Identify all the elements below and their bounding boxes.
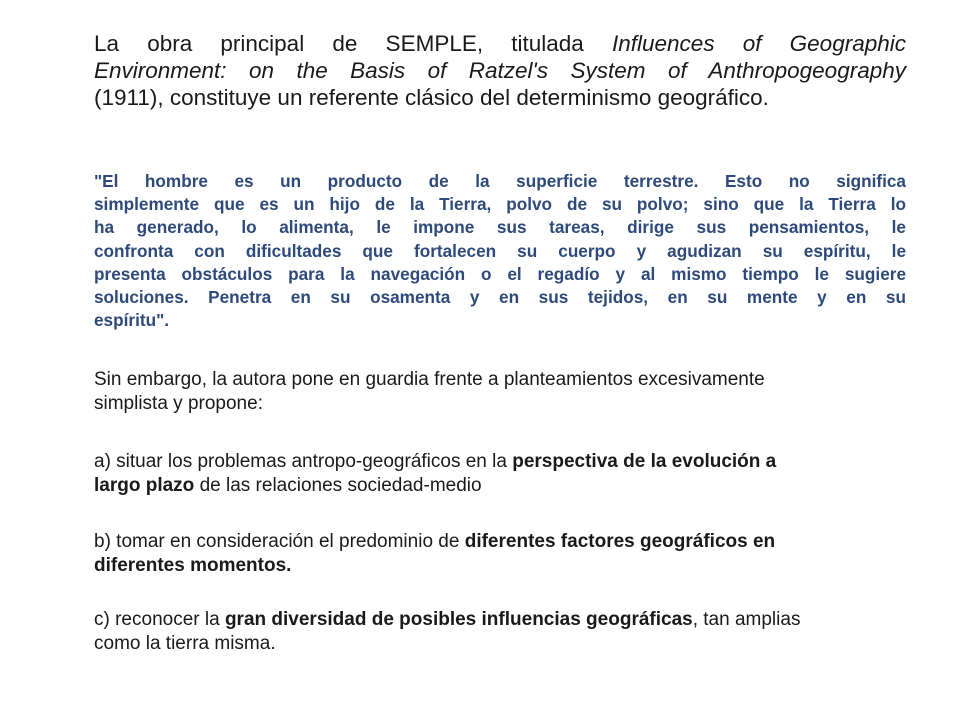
point-a-line-2 <box>94 474 906 498</box>
point-c-text: c) reconocer la <box>94 609 225 630</box>
quote-line: presenta obstáculos para la navegación o el regadío y al mismo tiempo le sugiere <box>94 263 906 284</box>
point-b-line-2 <box>94 554 906 578</box>
point-a-emphasis-2: largo plazo <box>94 474 195 496</box>
however-paragraph <box>94 368 906 415</box>
intro-line-3: (1911), constituye un referente clásico del determinismo geográfico. <box>94 85 769 110</box>
point-a-line-1 <box>94 450 906 474</box>
point-b-emphasis-1: diferentes factores geográficos en <box>464 531 776 552</box>
point-b-line-1 <box>94 530 906 554</box>
point-b <box>94 530 906 577</box>
point-a-text-end: de las relaciones sociedad-medio <box>194 474 482 496</box>
quote-line: soluciones. Penetra en su osamenta y en sus tejidos, en su mente y en su <box>94 287 906 308</box>
point-b-emphasis-2: diferentes momentos. <box>94 554 292 576</box>
semple-quote <box>94 170 906 332</box>
point-c-line-2: como la tierra misma. <box>94 632 276 654</box>
point-b-text: b) tomar en consideración el predominio de <box>94 531 465 552</box>
point-a-text: a) situar los problemas antropo-geográficos en la <box>94 451 513 472</box>
however-line-1: Sin embargo, la autora pone en guardia frente a planteamientos excesivamente <box>94 369 765 390</box>
point-c-emphasis: gran diversidad de posibles influencias geográficas <box>224 609 693 630</box>
intro-line-1 <box>94 30 906 57</box>
quote-line: confronta con dificultades que fortalecen su cuerpo y agudizan su espíritu, le <box>94 240 906 261</box>
point-c-line-1 <box>94 608 906 632</box>
point-a-emphasis-1: perspectiva de la evolución a <box>512 451 777 472</box>
quote-line: "El hombre es un producto de la superficie terrestre. Esto no significa <box>94 171 906 191</box>
intro-text-1: La obra principal de SEMPLE, titulada <box>94 31 612 56</box>
quote-line: espíritu". <box>94 310 170 331</box>
quote-line: ha generado, lo alimenta, le impone sus tareas, dirige sus pensamientos, le <box>94 217 906 238</box>
intro-line-2 <box>94 57 906 84</box>
point-c <box>94 608 906 655</box>
quote-line: simplemente que es un hijo de la Tierra, polvo de su polvo; sino que la Tierra lo <box>94 194 906 215</box>
point-c-text-end: , tan amplias <box>692 609 801 630</box>
point-a <box>94 450 906 497</box>
book-title-part-1: Influences of Geographic <box>612 31 906 56</box>
however-line-2: simplista y propone: <box>94 392 263 414</box>
intro-paragraph <box>94 30 906 111</box>
book-title-part-2: Environment: on the Basis of Ratzel's System of Anthropogeography <box>94 58 906 83</box>
